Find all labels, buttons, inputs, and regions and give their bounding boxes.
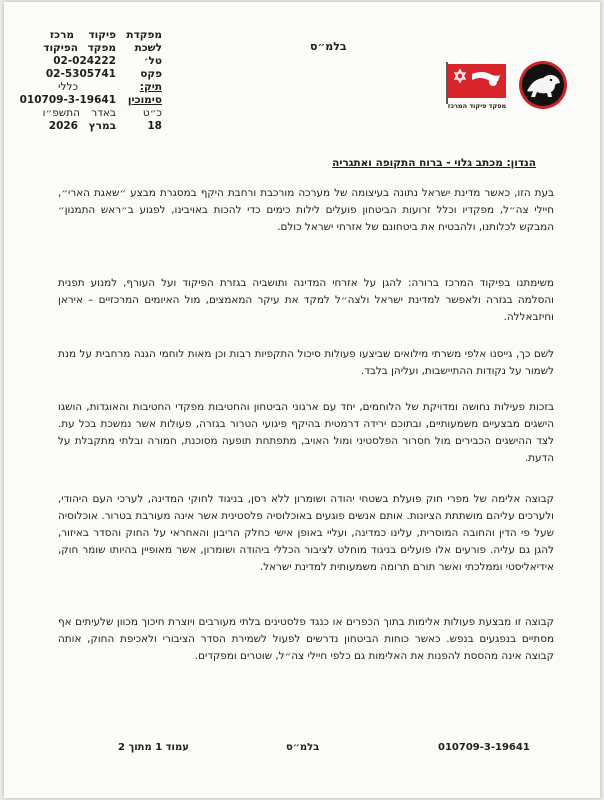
header-file-value: כללי <box>58 81 78 93</box>
classification-top: בלמ״ס <box>310 40 347 53</box>
header-phone-label: טל׳ <box>143 55 162 67</box>
header-unit-col1-top: מפקדת <box>126 29 162 41</box>
header-file-label: תיק: <box>139 81 162 93</box>
header-ref-value: 010709-3-19641 <box>19 94 116 106</box>
letter-page <box>4 2 600 798</box>
paragraph-text: משימתנו בפיקוד המרכז ברורה: להגן על אזרחי המדינה ותושביה בגזרת הפיקוד ועל העורף, למנוע תפנית והסלמה בגזרה ולאפשר למדינת ישראל ולצה״ל למקד את עיקר המאמצים, מול האיומים המרכזיים – איראן וחיזבאללה. <box>58 277 554 323</box>
header-fax-label: פקס <box>140 68 162 80</box>
header-phone-value: 02-024222 <box>53 55 116 67</box>
header-unit-col2-bottom: מפקד <box>87 42 116 54</box>
header-greg-month: במרץ <box>88 120 116 132</box>
paragraph-3 <box>58 346 554 380</box>
paragraph-4 <box>58 399 554 467</box>
header-unit-col2-top: פיקוד <box>88 29 116 41</box>
header-hebrew-day: כ״ט <box>142 107 162 119</box>
header-hebrew-year: התשפ״ו <box>42 107 80 119</box>
header-unit-col3-bottom: הפיקוד <box>43 42 78 54</box>
paragraph-text: קבוצה אלימה של מפרי חוק פועלת בשטחי יהודה ושומרון ללא רסן, בניגוד לחוקי המדינה, לערכי העם היהודי, ולערכים עליהם מושתתת הציונות. אותם אנשים פוגעים באוכלוסיה פלסטינית אשר אינה מעורבת בטרור. אוכלוסיה שעל פי הדין והחובה המוסרית, עלינו כמדינה, ועליי באופן אישי כחלק הריבון והאחראי על החוק והסדר באיזור, להגן גם עליה. פורעים אלו פועלים בניגוד מוחלט לציבור הכללי ביהודה ושומרון, אשר מאופיין בהיותו שומר חוק, אידיאליסטי וממלכתי ואשר תורם תרומה משמעותית למדינת ישראל. <box>58 493 554 573</box>
header-greg-day: 18 <box>147 120 162 132</box>
header-greg-year: 2026 <box>48 120 78 132</box>
paragraph-2 <box>58 275 554 326</box>
header-unit-col3-top: מרכז <box>49 29 74 41</box>
footer-page-number: עמוד 1 מתוך 2 <box>118 742 189 753</box>
header-fax-value: 02-5305741 <box>45 68 116 80</box>
paragraph-text: קבוצה זו מבצעת פעולות אלימות בתוך הכפרים או כנגד פלסטינים בלתי מעורבים ויוצרת חיכוך מכוון שלעיתים אף מסתיים בנפגעים בנפש. כאשר כוחות הביטחון נדרשים לפעול לשמירת הסדר הציבורי ולאכיפת החוק, אותה קבוצה אינה מהססת להפנות את האלימות גם כלפי חיילי צה״ל, שוטרים ומפקדים. <box>58 616 554 662</box>
footer-reference: 010709-3-19641 <box>438 742 530 753</box>
letter-subject: הנדון: מכתב גלוי - ברוח התקופה ואתגריה <box>332 157 536 169</box>
paragraph-1 <box>58 185 554 236</box>
paragraph-text: בזכות פעילות נחושה ומדויקת של הלוחמים, יחד עם ארגוני הביטחון והחטיבות מפקדי החטיבות והאוגדות, הושגו הישגים מבצעיים משמעותיים, ובתוכם ירידה דרמטית בהיקף פיגועי הטרור בגזרה, פעולות אשר נמשכת בכל עת. לצד ההישגים הכבירים מול חסרור הפלסטיני ומול האויב, מתפתחת תופעה מסוכנת, חמורה ובלתי מתקבלת על הדעת. <box>58 401 554 464</box>
header-hebrew-month: באדר <box>91 107 116 119</box>
paragraph-text: לשם כך, גייסנו אלפי משרתי מילואים שביצעו פעולות סיכול התקפיות רבות וכן מאות לוחמי הגנה מרחבית על מנת לשמור על נקודות ההתיישבות, ועליהן בלבד. <box>58 348 554 377</box>
flag-logo-label: מפקד פיקוד המרכז <box>447 102 507 110</box>
header-unit-col1-bottom: לשכת <box>134 42 162 54</box>
footer-classification: בלמ״ס <box>286 742 320 753</box>
central-command-lion-emblem-icon <box>518 60 568 110</box>
paragraph-5 <box>58 491 554 576</box>
header-block <box>19 26 162 141</box>
paragraph-text: בעת הזו, כאשר מדינת ישראל נתונה בעיצומה של מערכה מורכבת ורחבת היקף במסגרת מבצע ״שאגת הארי״, חיילי צה״ל, מפקדיו וכלל זרועות הביטחון פועלים לילות כימים כדי להכות באויבינו, לפגוע ב״ראש התמנון״ המבקש לכלותנו, ולהבטיח את ביטחונם של אזרחי ישראל כולם. <box>58 187 554 233</box>
header-ref-label: סימוכין <box>127 94 162 106</box>
paragraph-6 <box>58 614 554 665</box>
